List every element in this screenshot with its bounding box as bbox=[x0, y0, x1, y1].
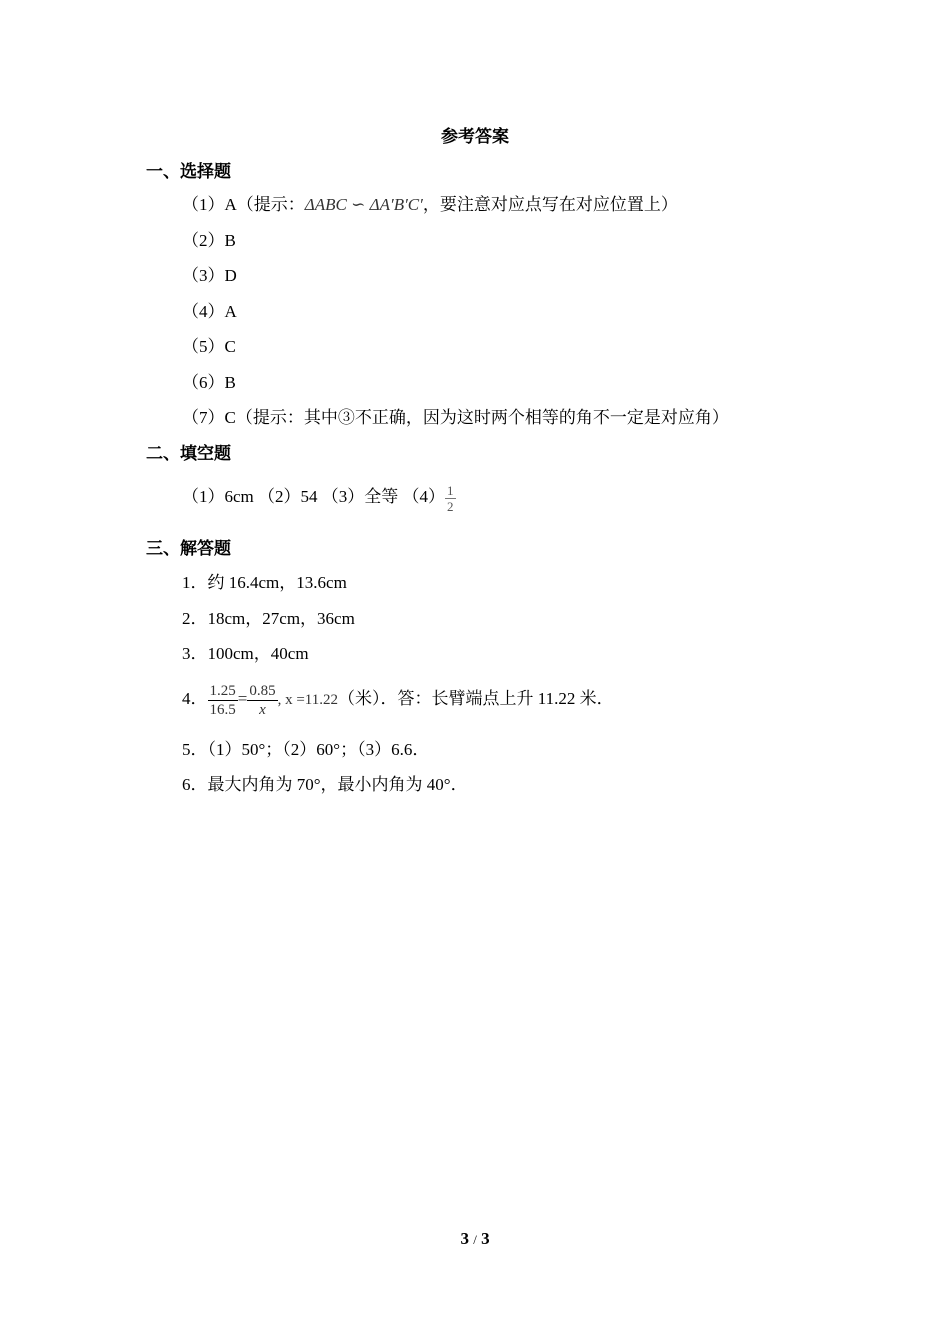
fraction-denominator: 2 bbox=[447, 498, 454, 514]
solve-answer-4 bbox=[182, 679, 614, 720]
section-heading-choice: 一、选择题 bbox=[146, 162, 231, 181]
choice-answer-3: （3）D bbox=[182, 266, 237, 285]
solve-answer-5: 5．（1）50°；（2）60°；（3）6.6． bbox=[182, 740, 430, 759]
current-page: 3 bbox=[460, 1229, 469, 1248]
page-number bbox=[0, 1229, 950, 1250]
solve-answer-4-suffix: （米）．答：长臂端点上升 11.22 米． bbox=[338, 689, 614, 708]
section-heading-fill: 二、填空题 bbox=[146, 444, 231, 463]
total-pages: 3 bbox=[481, 1229, 490, 1248]
choice-answer-1 bbox=[182, 195, 678, 215]
fraction-numerator: 1 bbox=[447, 482, 454, 498]
equals-sign: = bbox=[237, 689, 248, 708]
solve-answer-4-prefix: 4． bbox=[182, 689, 208, 708]
ratio-fraction-2-denominator: x bbox=[259, 701, 266, 718]
ratio-fraction-1 bbox=[208, 682, 238, 719]
fill-answers bbox=[182, 480, 456, 514]
solve-answer-3: 3．100cm，40cm bbox=[182, 644, 309, 663]
choice-answer-1-suffix: ，要注意对应点写在对应位置上） bbox=[422, 195, 678, 214]
fraction-one-half bbox=[445, 483, 456, 514]
solve-answer-6: 6．最大内角为 70°，最小内角为 40°． bbox=[182, 775, 468, 794]
choice-answer-7: （7）C（提示：其中③不正确，因为这时两个相等的角不一定是对应角） bbox=[182, 408, 729, 427]
solve-answer-1: 1．约 16.4cm，13.6cm bbox=[182, 573, 347, 592]
choice-answer-4: （4）A bbox=[182, 302, 237, 321]
choice-answer-2: （2）B bbox=[182, 231, 236, 250]
choice-answer-5: （5）C bbox=[182, 337, 236, 356]
ratio-fraction-1-numerator: 1.25 bbox=[209, 682, 236, 699]
section-heading-solve: 三、解答题 bbox=[146, 539, 231, 558]
similar-triangles-expression: ΔABC ∽ ΔA′B′C′ bbox=[304, 195, 423, 214]
solution-value: , x =11.22 bbox=[277, 692, 338, 708]
fill-answers-text: （1）6cm （2）54 （3）全等 （4） bbox=[182, 487, 446, 506]
page-separator: / bbox=[473, 1232, 477, 1247]
ratio-fraction-1-denominator: 16.5 bbox=[209, 701, 236, 718]
solve-answer-2: 2．18cm，27cm，36cm bbox=[182, 609, 355, 628]
page-title: 参考答案 bbox=[441, 127, 509, 146]
choice-answer-1-prefix: （1）A（提示： bbox=[182, 195, 305, 214]
ratio-fraction-2-numerator: 0.85 bbox=[249, 682, 276, 699]
ratio-fraction-2 bbox=[247, 682, 277, 719]
choice-answer-6: （6）B bbox=[182, 373, 236, 392]
